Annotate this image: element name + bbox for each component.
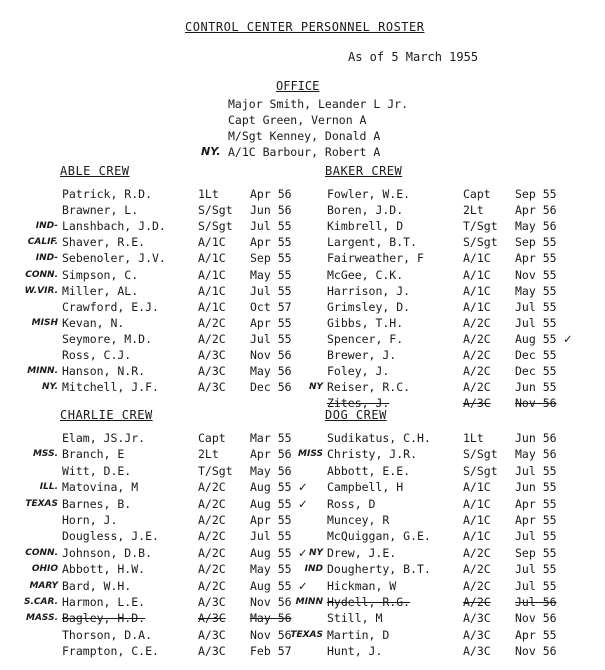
roster-rank: A/3C [463,611,491,625]
roster-row [62,497,307,511]
roster-rank: A/2C [198,579,226,593]
roster-row [327,332,572,346]
roster-rank: A/3C [198,348,226,362]
roster-rank: A/3C [198,595,226,609]
roster-date: Feb 57 [250,644,292,658]
roster-date: Jul 55 [250,219,292,233]
roster-name: Zites, J. [327,396,390,410]
roster-date: Dec 56 [250,380,292,394]
roster-row [327,579,572,593]
roster-row [327,595,572,609]
roster-name: Brewer, J. [327,348,397,362]
roster-row [327,464,572,478]
handwritten-state-note: TEXAS [25,499,58,509]
roster-date: Nov 55 [515,268,557,282]
roster-date: Apr 55 [515,513,557,527]
roster-rank: A/1C [198,268,226,282]
roster-name: Crawford, E.J. [62,300,159,314]
check-mark-icon: ✓ [298,480,308,494]
roster-date: May 56 [515,219,557,233]
roster-date: Apr 55 [250,316,292,330]
roster-rank: A/2C [463,348,491,362]
roster-rank: A/2C [198,529,226,543]
roster-row [327,380,572,394]
roster-row [327,284,572,298]
office-line: Capt Green, Vernon A [228,113,367,127]
roster-name: Dougherty, B.T. [327,562,431,576]
roster-date: Nov 56 [515,396,557,410]
roster-date: Jul 55 [515,300,557,314]
roster-date: Aug 55 [250,579,292,593]
roster-name: Shaver, R.E. [62,235,146,249]
roster-name: Hickman, W [327,579,397,593]
roster-name: Patrick, R.D. [62,187,153,201]
roster-row [62,332,307,346]
roster-rank: A/1C [198,251,226,265]
office-heading: OFFICE [276,79,320,93]
roster-date: Sep 55 [250,251,292,265]
crew-heading: DOG CREW [325,408,387,422]
roster-row [62,644,307,658]
handwritten-state-note: W.VIR. [24,286,58,296]
roster-row [327,513,572,527]
roster-rank: 1Lt [198,187,219,201]
roster-row [62,364,307,378]
roster-rank: A/2C [198,497,226,511]
roster-name: Fowler, W.E. [327,187,411,201]
roster-rank: A/1C [463,284,491,298]
roster-name: Branch, E [62,447,125,461]
handwritten-state-note: MISS [298,449,323,459]
roster-name: Kevan, N. [62,316,125,330]
roster-rank: A/3C [198,380,226,394]
roster-row [62,187,307,201]
roster-rank: A/1C [463,268,491,282]
roster-date: Apr 55 [250,235,292,249]
roster-row [62,579,307,593]
roster-name: Hydell, R.G. [327,595,411,609]
crew-heading: CHARLIE CREW [60,408,153,422]
roster-rank: S/Sgt [463,447,498,461]
roster-row [62,235,307,249]
roster-name: Campbell, H [327,480,404,494]
roster-name: Abbott, E.E. [327,464,411,478]
roster-date: Nov 56 [250,595,292,609]
roster-date: Dec 55 [515,348,557,362]
roster-row [62,203,307,217]
roster-row [62,628,307,642]
roster-rank: A/1C [463,497,491,511]
roster-date: Sep 55 [515,546,557,560]
roster-date: Jun 56 [515,431,557,445]
roster-date: Nov 56 [250,348,292,362]
roster-name: Dougless, J.E. [62,529,159,543]
roster-name: Martin, D [327,628,390,642]
roster-date: Nov 56 [515,644,557,658]
roster-row [327,529,572,543]
roster-date: May 56 [515,447,557,461]
roster-name: Thorson, D.A. [62,628,153,642]
roster-rank: A/3C [198,644,226,658]
roster-date: Apr 55 [250,513,292,527]
handwritten-state-note: IND [304,564,323,574]
roster-name: Bard, W.H. [62,579,132,593]
roster-date: Aug 55 [250,497,292,511]
handwritten-state-note: IND- [35,253,58,263]
roster-name: Lanshbach, J.D. [62,219,166,233]
roster-row [327,546,572,560]
crew-heading: ABLE CREW [60,164,130,178]
roster-row [62,348,307,362]
handwritten-state-note: TEXAS [290,630,323,640]
roster-rank: A/2C [198,480,226,494]
office-handwritten-note: NY. [201,145,221,158]
roster-rank: A/2C [198,546,226,560]
handwritten-state-note: CONN. [25,270,58,280]
roster-rank: A/2C [463,316,491,330]
check-mark-icon: ✓ [298,579,308,593]
roster-date: Jun 55 [515,480,557,494]
roster-name: Abbott, H.W. [62,562,146,576]
roster-rank: A/3C [198,628,226,642]
handwritten-state-note: S.CAR. [24,597,58,607]
roster-name: Miller, AL. [62,284,139,298]
handwritten-state-note: ILL. [39,482,58,492]
roster-date: Dec 55 [515,364,557,378]
as-of-date: As of 5 March 1955 [348,50,479,64]
roster-row [62,464,307,478]
handwritten-state-note: MARY [29,581,58,591]
roster-row [327,251,572,265]
roster-name: Muncey, R [327,513,390,527]
roster-name: Largent, B.T. [327,235,418,249]
handwritten-state-note: MSS. [32,449,58,459]
roster-name: Simpson, C. [62,268,139,282]
roster-name: Hanson, N.R. [62,364,146,378]
roster-date: Aug 55 [250,546,292,560]
roster-row [327,497,572,511]
roster-date: Jun 55 [515,380,557,394]
roster-rank: T/Sgt [463,219,498,233]
roster-rank: S/Sgt [198,203,233,217]
roster-rank: A/3C [198,611,226,625]
roster-name: Sudikatus, C.H. [327,431,431,445]
roster-date: May 55 [250,562,292,576]
handwritten-state-note: CALIF. [27,237,58,247]
roster-row [327,300,572,314]
roster-date: Jul 55 [250,284,292,298]
roster-date: Jul 55 [250,529,292,543]
roster-row [327,187,572,201]
roster-date: Apr 56 [515,203,557,217]
roster-row [62,562,307,576]
roster-row [327,447,572,461]
roster-row [62,431,307,445]
roster-row [327,611,572,625]
handwritten-state-note: MASS. [26,613,58,623]
roster-row [327,364,572,378]
roster-rank: A/1C [463,480,491,494]
roster-rank: A/2C [198,316,226,330]
roster-date: Jul 55 [515,464,557,478]
roster-rank: 1Lt [463,431,484,445]
roster-row [62,447,307,461]
roster-name: Elam, JS.Jr. [62,431,146,445]
roster-rank: A/3C [463,396,491,410]
roster-date: Nov 56 [515,611,557,625]
roster-name: Brawner, L. [62,203,139,217]
roster-row [62,480,307,494]
roster-row [62,284,307,298]
roster-date: Jul 55 [515,529,557,543]
roster-rank: S/Sgt [198,219,233,233]
roster-rank: Capt [198,431,226,445]
roster-row [62,546,307,560]
roster-rank: A/1C [463,513,491,527]
roster-row [62,219,307,233]
roster-date: Aug 55 [250,480,292,494]
roster-name: Ross, C.J. [62,348,132,362]
roster-title: CONTROL CENTER PERSONNEL ROSTER [185,20,425,34]
handwritten-state-note: MINN [295,597,323,607]
roster-row [327,480,572,494]
office-line: A/1C Barbour, Robert A [228,145,381,159]
roster-row [62,316,307,330]
roster-date: Oct 57 [250,300,292,314]
roster-row [62,595,307,609]
roster-rank: A/2C [463,595,491,609]
crew-heading: BAKER CREW [325,164,403,178]
roster-name: Barnes, B. [62,497,132,511]
roster-name: Witt, D.E. [62,464,132,478]
roster-row [327,316,572,330]
roster-rank: A/1C [198,235,226,249]
handwritten-state-note: IND- [35,221,58,231]
roster-rank: A/2C [463,332,491,346]
roster-date: Apr 56 [250,187,292,201]
roster-row [62,251,307,265]
roster-date: Apr 56 [250,447,292,461]
roster-date: Jul 55 [515,562,557,576]
roster-name: Seymore, M.D. [62,332,153,346]
roster-name: Kimbrell, D [327,219,404,233]
roster-date: Nov 56 [250,628,292,642]
roster-name: Bagley, H.D. [62,611,146,625]
roster-row [62,268,307,282]
roster-row [327,268,572,282]
roster-name: Gibbs, T.H. [327,316,404,330]
roster-rank: A/1C [198,284,226,298]
handwritten-state-note: NY [308,382,323,392]
roster-row [62,611,307,625]
roster-name: Matovina, M [62,480,139,494]
roster-rank: S/Sgt [463,464,498,478]
roster-rank: A/1C [463,251,491,265]
roster-rank: A/3C [463,644,491,658]
roster-row [327,203,572,217]
roster-row [327,431,572,445]
roster-rank: T/Sgt [198,464,233,478]
office-line: Major Smith, Leander L Jr. [228,97,409,111]
roster-date: May 55 [250,268,292,282]
roster-name: Fairweather, F [327,251,424,265]
roster-rank: 2Lt [198,447,219,461]
roster-name: Horn, J. [62,513,118,527]
roster-rank: A/1C [198,300,226,314]
roster-name: Foley, J. [327,364,390,378]
check-mark-icon: ✓ [298,497,308,511]
roster-name: Mitchell, J.F. [62,380,159,394]
roster-rank: Capt [463,187,491,201]
roster-rank: A/2C [463,579,491,593]
roster-name: Harmon, L.E. [62,595,146,609]
roster-rank: A/2C [463,546,491,560]
roster-rank: A/2C [198,513,226,527]
handwritten-state-note: NY [308,548,323,558]
roster-rank: A/1C [463,300,491,314]
roster-rank: 2Lt [463,203,484,217]
roster-row [62,300,307,314]
roster-rank: A/1C [463,529,491,543]
roster-name: Boren, J.D. [327,203,404,217]
roster-date: Aug 55 [515,332,557,346]
roster-name: Ross, D [327,497,376,511]
roster-date: Jul 55 [515,316,557,330]
handwritten-state-note: NY. [42,382,58,392]
roster-rank: A/2C [463,562,491,576]
roster-date: May 56 [250,464,292,478]
roster-date: May 56 [250,364,292,378]
roster-row [327,628,572,642]
roster-name: Johnson, D.B. [62,546,153,560]
handwritten-state-note: OHIO [31,564,58,574]
roster-name: Sebenoler, J.V. [62,251,166,265]
office-line: M/Sgt Kenney, Donald A [228,129,381,143]
roster-rank: A/2C [463,364,491,378]
roster-row [62,380,307,394]
roster-row [62,513,307,527]
roster-row [327,562,572,576]
roster-date: Mar 55 [250,431,292,445]
roster-date: Jul 55 [515,579,557,593]
roster-name: McGee, C.K. [327,268,404,282]
roster-name: Frampton, C.E. [62,644,159,658]
handwritten-state-note: MISH [31,318,58,328]
roster-date: Sep 55 [515,187,557,201]
roster-row [327,219,572,233]
check-mark-icon: ✓ [563,332,573,346]
roster-name: McQuiggan, G.E. [327,529,431,543]
roster-date: Jul 56 [515,595,557,609]
roster-name: Hunt, J. [327,644,383,658]
roster-row [327,644,572,658]
check-mark-icon: ✓ [298,546,308,560]
roster-date: May 56 [250,611,292,625]
roster-name: Christy, J.R. [327,447,418,461]
roster-date: Jul 55 [250,332,292,346]
roster-row [327,235,572,249]
roster-name: Grimsley, D. [327,300,411,314]
roster-rank: A/2C [198,332,226,346]
roster-rank: S/Sgt [463,235,498,249]
roster-name: Harrison, J. [327,284,411,298]
roster-date: May 55 [515,284,557,298]
roster-name: Still, M [327,611,383,625]
roster-rank: A/2C [198,562,226,576]
handwritten-state-note: CONN. [25,548,58,558]
roster-rank: A/2C [463,380,491,394]
roster-date: Sep 55 [515,235,557,249]
roster-row [327,348,572,362]
handwritten-state-note: MINN. [27,366,58,376]
roster-name: Spencer, F. [327,332,404,346]
roster-date: Apr 55 [515,497,557,511]
roster-rank: A/3C [463,628,491,642]
roster-date: Jun 56 [250,203,292,217]
roster-row [62,529,307,543]
roster-name: Reiser, R.C. [327,380,411,394]
roster-name: Drew, J.E. [327,546,397,560]
roster-date: Apr 55 [515,628,557,642]
roster-date: Apr 55 [515,251,557,265]
roster-rank: A/3C [198,364,226,378]
